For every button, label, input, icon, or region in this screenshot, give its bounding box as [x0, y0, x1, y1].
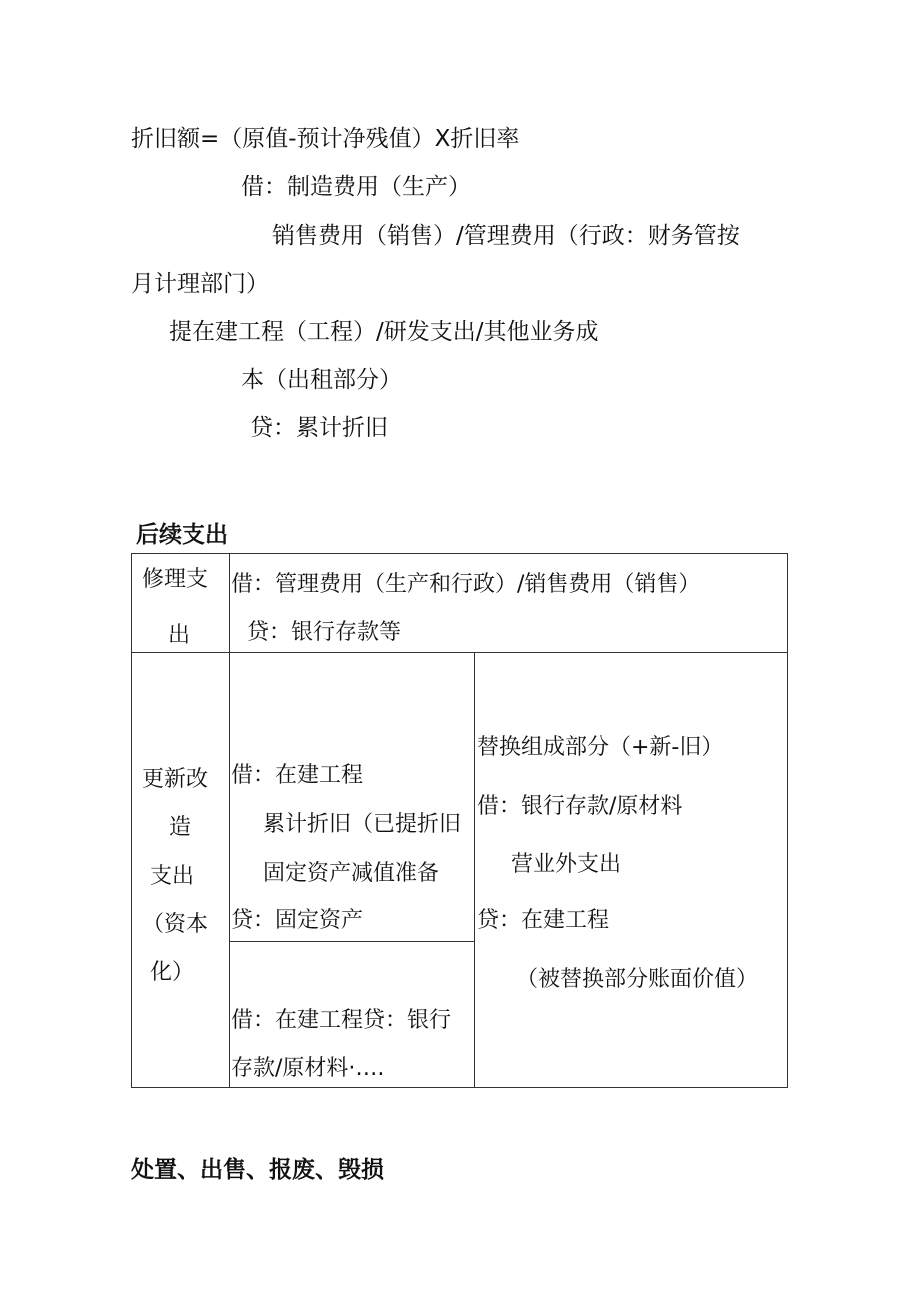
table-inner-divider — [229, 941, 475, 942]
transfer-credit: 贷：固定资产 — [231, 908, 364, 933]
table-border-right — [787, 553, 788, 1088]
repair-credit: 贷：银行存款等 — [247, 620, 402, 645]
transfer-impairment: 固定资产减值准备 — [263, 861, 440, 886]
renovation-label-line3: 支出 — [150, 864, 195, 889]
credit-accumulated-depreciation: 贷：累计折旧 — [250, 415, 388, 441]
replacement-debit: 借：银行存款/原材料 — [477, 794, 683, 819]
replacement-title: 替换组成部分（+新-旧） — [477, 735, 724, 760]
replacement-note: （被替换部分账面价值） — [516, 967, 759, 992]
spending-entry-line2: 存款/原材料·…. — [231, 1056, 385, 1081]
selling-admin-line: 销售费用（销售）/管理费用（行政：财务管按 — [272, 223, 740, 249]
construction-rd-line: 提在建工程（工程）/研发支出/其他业务成 — [169, 319, 599, 345]
repair-label-line1: 修理支 — [142, 567, 209, 592]
renovation-label-line1: 更新改 — [142, 767, 209, 792]
disposal-heading: 处置、出售、报废、毁损 — [131, 1157, 384, 1183]
renovation-label-line2: 造 — [169, 815, 192, 840]
selling-admin-continuation: 月计理部门） — [131, 271, 269, 297]
subsequent-expenditure-heading: 后续支出 — [136, 522, 228, 548]
depreciation-formula: 折旧额=（原值-预计净残值）X折旧率 — [131, 126, 520, 152]
rental-cost-line: 本（出租部分） — [241, 367, 402, 393]
repair-debit: 借：管理费用（生产和行政）/销售费用（销售） — [231, 572, 701, 597]
renovation-label-line4: （资本 — [142, 912, 209, 937]
renovation-label-line5: 化） — [150, 960, 195, 985]
table-col-divider-inner — [474, 652, 475, 1088]
replacement-credit: 贷：在建工程 — [477, 908, 610, 933]
replacement-nonoperating: 营业外支出 — [511, 852, 622, 877]
debit-manufacturing-line: 借：制造费用（生产） — [241, 174, 471, 200]
table-col-divider — [229, 553, 230, 1088]
transfer-accumulated-depreciation: 累计折旧（已提折旧 — [263, 812, 462, 837]
repair-label-line2: 出 — [168, 623, 191, 648]
spending-entry-line1: 借：在建工程贷：银行 — [231, 1008, 452, 1033]
table-border-left — [131, 553, 132, 1088]
transfer-debit: 借：在建工程 — [231, 763, 364, 788]
